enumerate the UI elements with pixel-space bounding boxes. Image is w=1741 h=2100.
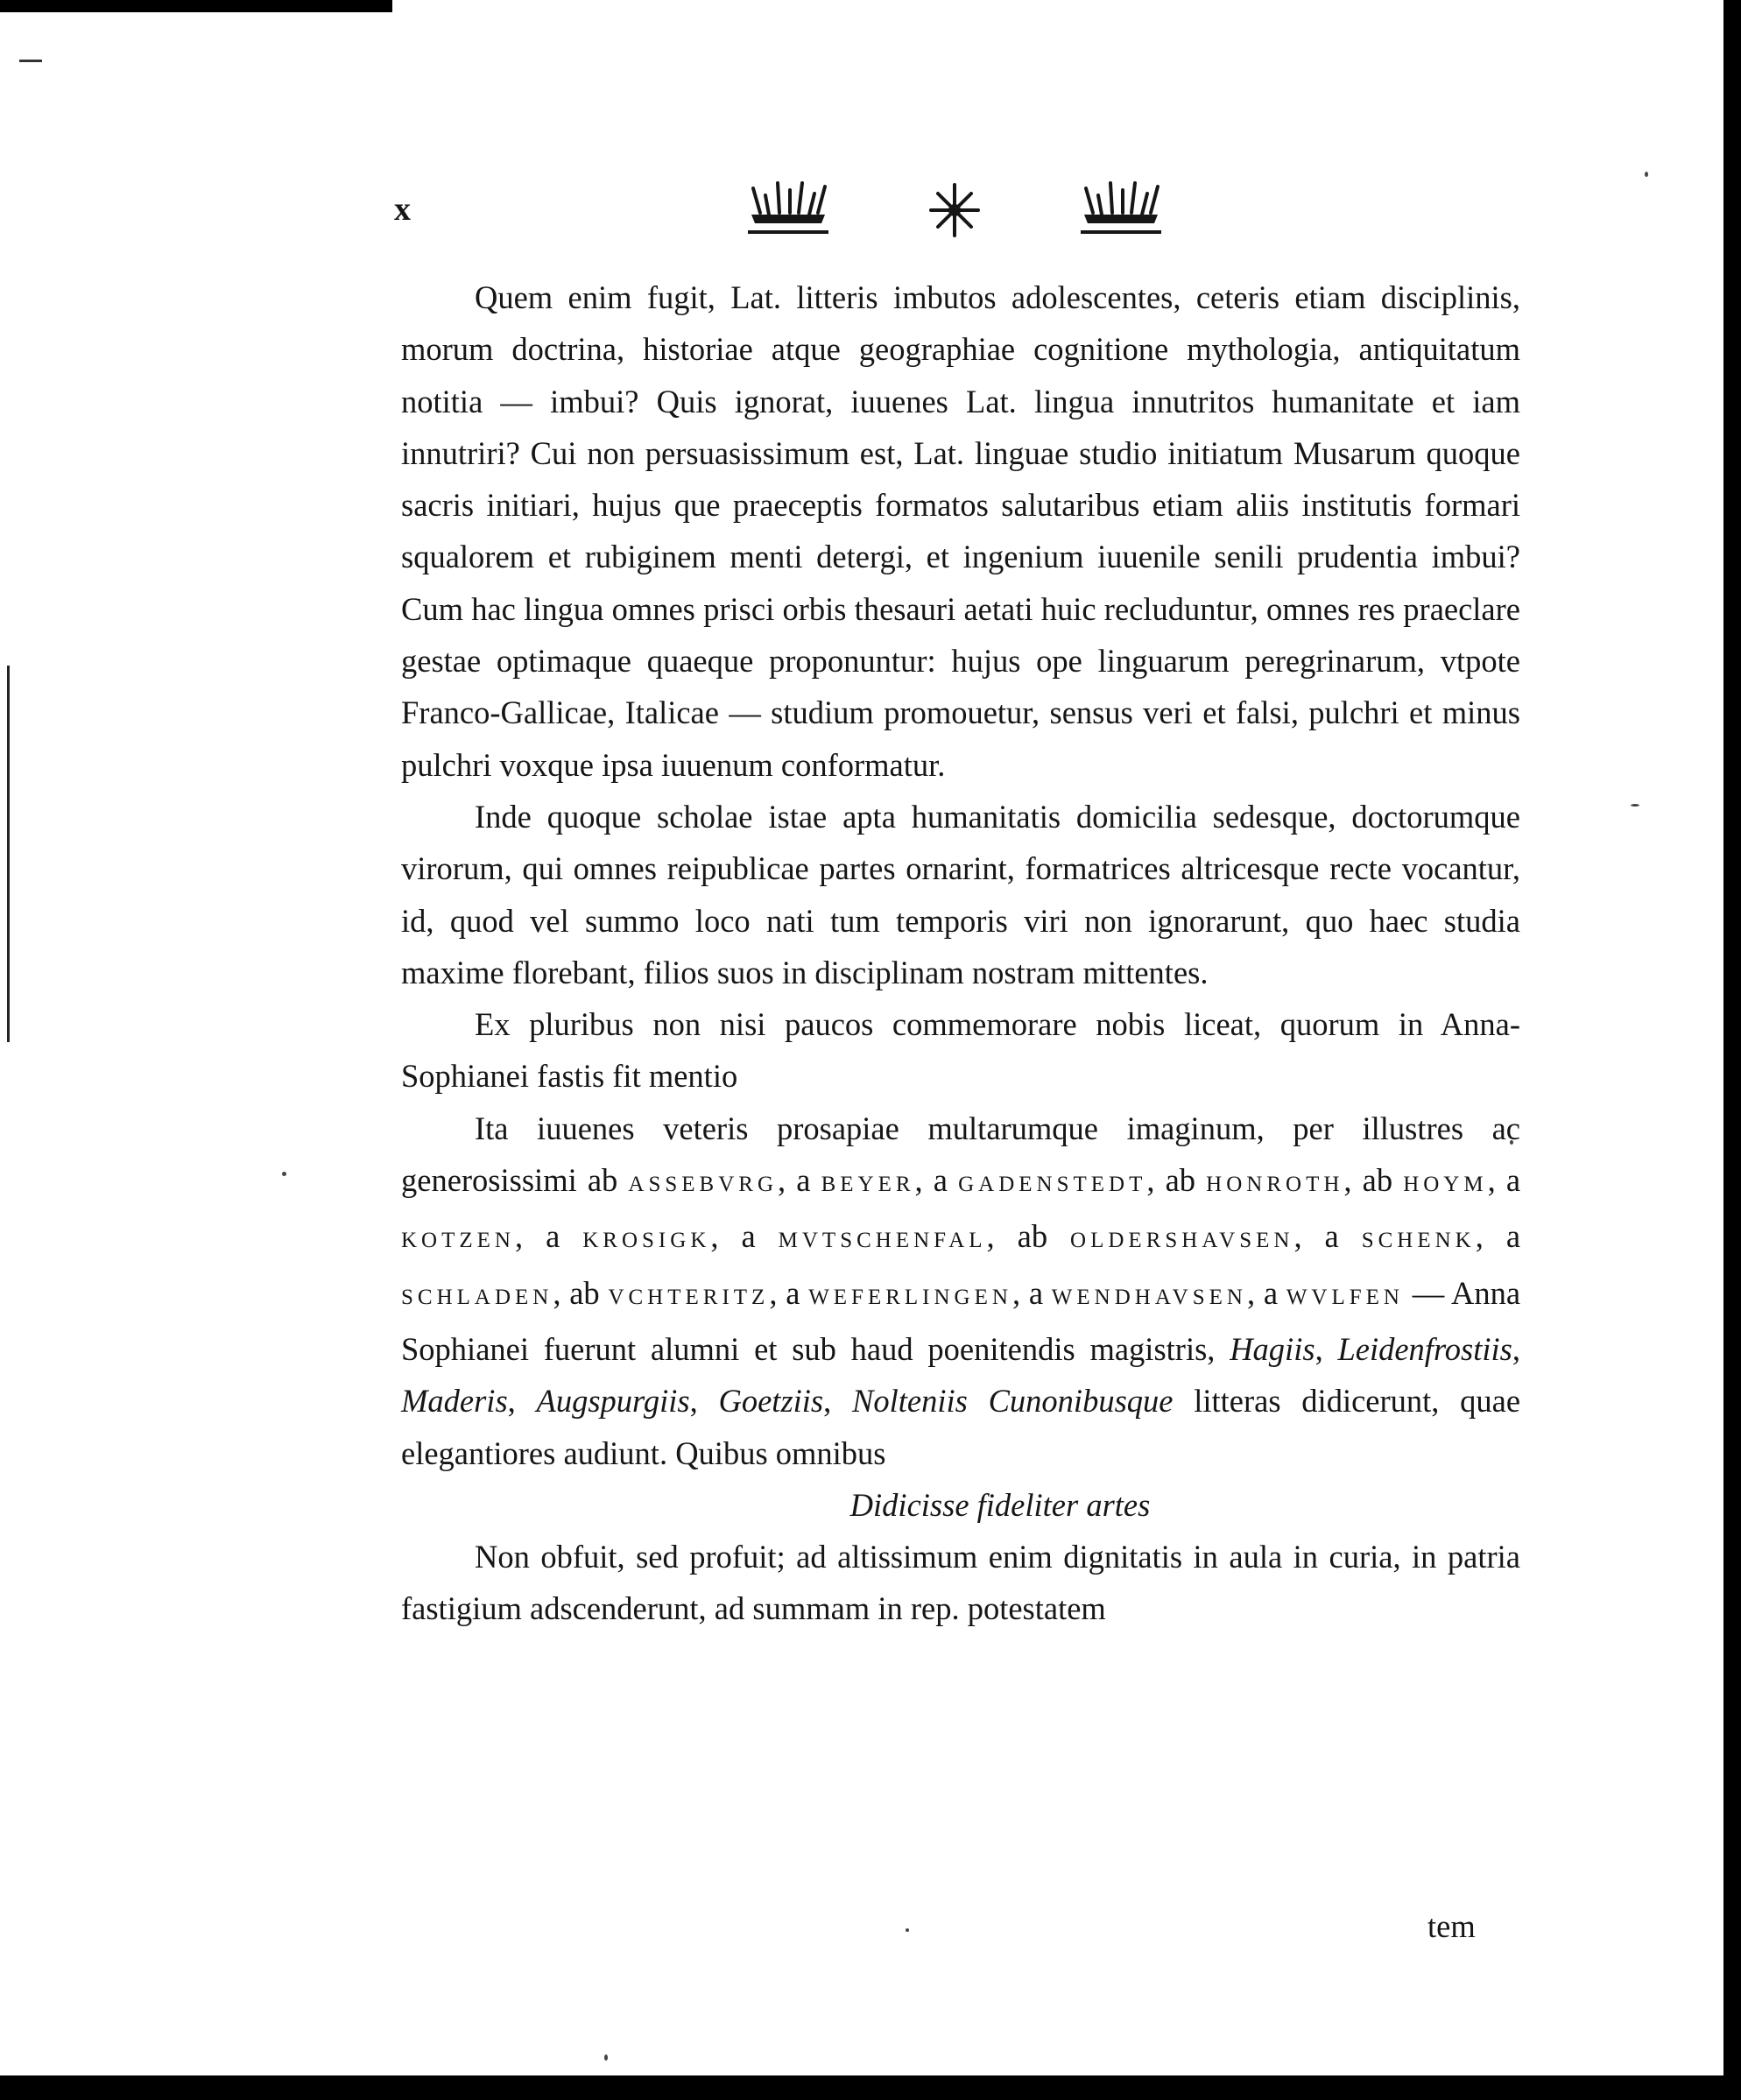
teacher-name: Goetziis bbox=[718, 1383, 824, 1420]
family-name: HONROTH bbox=[1206, 1173, 1344, 1197]
teacher-name: Augspurgiis bbox=[536, 1383, 690, 1420]
speck bbox=[604, 2054, 608, 2061]
paragraph-2: Inde quoque scholae istae apta humanitatis domicilia sedesque, doctorumque virorum, qui omnes reipublicae partes ornarint, formatrices altricesque recte vocantur, id, quod vel summo loco nati tum temporis viri non ignorarunt, quo haec studia maxime florebant, filios suos in disciplinam nostram mittentes. bbox=[401, 798, 1520, 990]
star-ornament-icon bbox=[924, 180, 985, 241]
teacher-name: Hagiis bbox=[1230, 1330, 1315, 1367]
teacher-name: Leidenfrostiis bbox=[1337, 1330, 1512, 1367]
family-name: VCHTERITZ bbox=[608, 1285, 770, 1309]
scan-margin-rule bbox=[7, 666, 10, 1042]
speck bbox=[1645, 172, 1648, 177]
crown-ornament-icon bbox=[1077, 178, 1165, 241]
motto: Didicisse fideliter artes bbox=[849, 1486, 1151, 1523]
scan-frame-right bbox=[1723, 0, 1741, 2100]
family-name: WVLFEN bbox=[1286, 1285, 1404, 1309]
catchword: tem bbox=[1427, 1908, 1476, 1944]
page-number: x bbox=[394, 191, 411, 228]
paragraph-4-intro: Ita iuuenes veteris prosapiae multarumque imaginum, per illustres ac generosissimi ab bbox=[401, 1110, 1520, 1199]
page-header bbox=[394, 171, 1541, 241]
teacher-name: Nolteniis Cunonibusque bbox=[852, 1383, 1174, 1420]
family-name: BEYER bbox=[821, 1173, 915, 1197]
paragraph-4: Ita iuuenes veteris prosapiae multarumque imaginum, per illustres ac generosissimi ab ASSEBVRG, a BEYER, a GADENSTEDT, ab HONROTH, ab HOYM, a KOTZEN, a KROSIGK, a MVTSCHENFAL, ab OLDERSHAVSEN, a SCHENK, a SCHLADEN, ab VCHTERITZ, a WEFERLINGEN, a WENDHAVSEN, a WVLFEN — Anna Sophianei fuerunt alumni et sub haud poenitendis magistris, Hagiis, Leidenfrostiis, Maderis, Augspurgiis, Goetziis, Nolteniis Cunonibusque litteras didicerunt, quae elegantiores audiunt. Quibus omnibus bbox=[401, 1110, 1521, 1471]
scan-frame-top bbox=[0, 0, 392, 12]
speck bbox=[1631, 804, 1639, 807]
family-name: OLDERSHAVSEN bbox=[1070, 1229, 1294, 1253]
paragraph-4-end: litteras didicerunt, quae elegantiores audiunt. Quibus omnibus bbox=[401, 1383, 1521, 1471]
body-text bbox=[401, 271, 1520, 1635]
scan-mark bbox=[19, 60, 42, 62]
crown-ornament-icon bbox=[744, 178, 832, 241]
paragraph-5: Non obfuit, sed profuit; ad altissimum enim dignitatis in aula in curia, in patria fastigium adscenderunt, ad summam in rep. potestatem bbox=[401, 1539, 1520, 1627]
family-name: MVTSCHENFAL bbox=[778, 1229, 987, 1253]
paragraph-3: Ex pluribus non nisi paucos commemorare nobis liceat, quorum in Anna-Sophianei fastis fit mentio bbox=[401, 1006, 1520, 1095]
family-name: SCHLADEN bbox=[401, 1285, 553, 1309]
family-name: WENDHAVSEN bbox=[1051, 1285, 1247, 1309]
speck bbox=[906, 1928, 909, 1932]
family-name: HOYM bbox=[1403, 1173, 1488, 1197]
family-name: KROSIGK bbox=[582, 1229, 711, 1253]
paragraph-4-mid: Anna Sophianei fuerunt alumni et sub haud poenitendis magistris, bbox=[401, 1274, 1521, 1367]
family-name: WEFERLINGEN bbox=[808, 1285, 1012, 1309]
speck bbox=[282, 1172, 286, 1176]
teacher-name: Maderis bbox=[401, 1383, 508, 1420]
family-name: SCHENK bbox=[1361, 1229, 1476, 1253]
family-name: ASSEBVRG bbox=[628, 1173, 779, 1197]
family-name: KOTZEN bbox=[401, 1229, 515, 1253]
scan-frame-bottom bbox=[0, 2075, 1741, 2100]
family-name: GADENSTEDT bbox=[958, 1173, 1147, 1197]
paragraph-1: Quem enim fugit, Lat. litteris imbutos adolescentes, ceteris etiam disciplinis, morum doctrina, historiae atque geographiae cognitione mythologia, antiquitatum notitia — imbui? Quis ignorat, iuuenes Lat. lingua innutritos humanitate et iam innutriri? Cui non persuasissimum est, Lat. linguae studio initiatum Musarum quoque sacris initiari, hujus que praeceptis formatos salutaribus etiam aliis institutis formari squalorem et rubiginem menti detergi, et ingenium iuuenile senili prudentia imbui? Cum hac lingua omnes prisci orbis thesauri aetati huic recluduntur, omnes res praeclare gestae optimaque quaeque proponuntur: hujus ope linguarum peregrinarum, vtpote Franco-Gallicae, Italicae — studium promouetur, sensus veri et falsi, pulchri et minus pulchri voxque ipsa iuuenum conformatur. bbox=[401, 279, 1520, 783]
